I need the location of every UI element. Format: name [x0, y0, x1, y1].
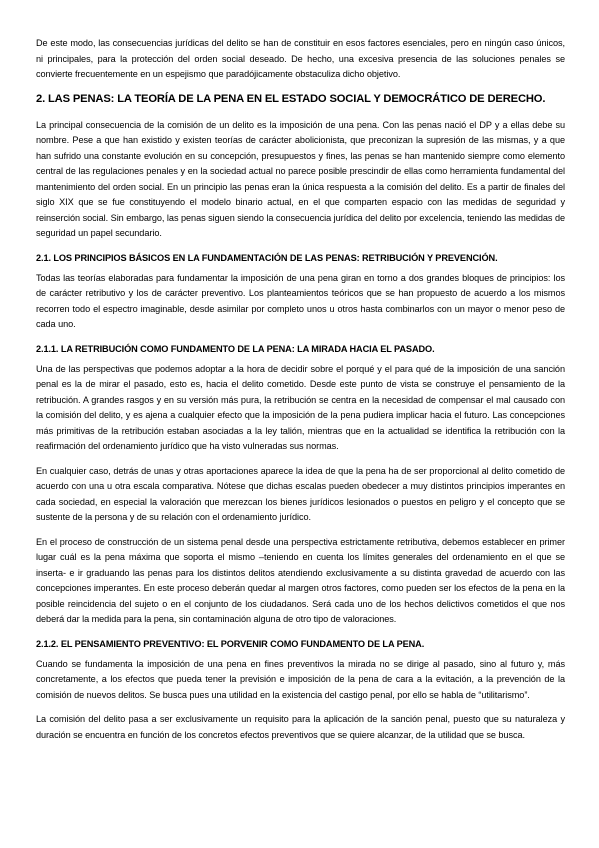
paragraph-section-2-1: Todas las teorías elaboradas para fundamentar la imposición de una pena giran en torno a dos grandes bloques de principios: los de carácter retributivo y los de carácter preventivo. Los planteamientos teóricos que se han propuesto de acuerdo a los mismos recorren todo el espectro imaginable, desde asimilar por completo unos u otros hasta combinarlos con un mayor o menor peso de cada uno.	[36, 272, 565, 329]
paragraph-section-2-1-2-b: La comisión del delito pasa a ser exclusivamente un requisito para la aplicación de la sanción penal, puesto que su naturaleza y duración se encuentra en función de los concretos efectos preventivos que se quiere alcanzar, de la utilidad que se busca.	[36, 714, 565, 740]
paragraph-section-2-1-2-a: Cuando se fundamenta la imposición de una pena en fines preventivos la mirada no se dirige al pasado, sino al futuro y, más concretamente, a los efectos que pueda tener la previsión e imposición de la pena de cara a la evitación, a la prevención de la comisión de nuevos delitos. Se busca pues una utilidad en la existencia del castigo penal, por ello se habla de “utilitarismo”.	[36, 658, 565, 700]
heading-section-2: 2. LAS PENAS: LA TEORÍA DE LA PENA EN EL ESTADO SOCIAL Y DEMOCRÁTICO DE DERECHO.	[36, 92, 546, 105]
paragraph-section-2: La principal consecuencia de la comisión de un delito es la imposición de una pena. Con las penas nació el DP y a ellas debe su nombre. Pese a que han existido y existen teorías de carácter abolicionista, que preconizan la supresión de las mismas, y a que han sufrido una constante evolución en su concepción, presupuestos y fines, las penas se han mantenido siempre como elemento central de las regulaciones penales y en la sociedad actual no parece posible prescindir de ellas como herramienta fundamental del mantenimiento del orden social. En un principio las penas eran la única respuesta a la comisión del delito. Es a partir de finales del siglo XIX que se fue constituyendo el modelo binario actual, en el que comparten espacio con las medidas de seguridad y reinserción social. Sin embargo, las penas siguen siendo la consecuencia jurídica del delito por excelencia, teniendo las medidas de seguridad un papel secundario.	[36, 119, 565, 238]
paragraph-section-2-1-1-c: En el proceso de construcción de un sistema penal desde una perspectiva estrictamente retributiva, debemos establecer en primer lugar cuál es la pena máxima que soporta el mismo –teniendo en cuenta los límites generales del ordenamiento en el que se inserta- e ir graduando las penas para los distintos delitos atendiendo exclusivamente a su distinta gravedad de acuerdo con las concepciones imperantes. En este proceso deberán quedar al margen otros factores, como pueden ser los efectos de la pena en la posible reincidencia del sujeto o en el conjunto de los ciudadanos. Será cada uno de los hechos delictivos cometidos el que nos deberá dar la medida para la pena, sin contaminación alguna de otro tipo de valoraciones.	[36, 536, 565, 624]
paragraph-section-2-1-1-a: Una de las perspectivas que podemos adoptar a la hora de decidir sobre el porqué y el para qué de la imposición de una sanción penal es la de mirar el pasado, esto es, hacia el delito cometido. Desde este punto de vista se construye el pensamiento de la retribución. A grandes rasgos y en su versión más pura, la retribución se centra en la necesidad de compensar el mal causado con la comisión del delito, y es ajena a cualquier efecto que la imposición de la pena pudiera implicar hacia el futuro. Las concepciones más primitivas de la retribución estaban asociadas a la ley talión, mientras que en la actualidad se identifica la retribución con la reafirmación del ordenamiento jurídico que ha visto vulneradas sus normas.	[36, 363, 565, 451]
paragraph-intro: De este modo, las consecuencias jurídicas del delito se han de constituir en esos factores esenciales, pero en ningún caso únicos, ni principales, para la protección del orden social deseado. De hecho, una excesiva presencia de las soluciones penales se convierte frecuentemente en un espejismo que paradójicamente obstaculiza dicho objetivo.	[36, 38, 565, 79]
heading-section-2-1: 2.1. LOS PRINCIPIOS BÁSICOS EN LA FUNDAMENTACIÓN DE LAS PENAS: RETRIBUCIÓN Y PREVENCIÓN.	[36, 252, 498, 263]
heading-section-2-1-2: 2.1.2. EL PENSAMIENTO PREVENTIVO: EL PORVENIR COMO FUNDAMENTO DE LA PENA.	[36, 638, 425, 649]
heading-section-2-1-1: 2.1.1. LA RETRIBUCIÓN COMO FUNDAMENTO DE LA PENA: LA MIRADA HACIA EL PASADO.	[36, 343, 435, 354]
paragraph-section-2-1-1-b: En cualquier caso, detrás de unas y otras aportaciones aparece la idea de que la pena ha de ser proporcional al delito cometido de acuerdo con una u otra escala comparativa. Nótese que dichas escalas pueden obedecer a muy distintos principios imperantes en cada sociedad, en especial la valoración que merezcan los bienes jurídicos lesionados o puestos en peligro y el concepto que se sustente de la persona y de su relación con el ordenamiento jurídico.	[36, 465, 565, 522]
